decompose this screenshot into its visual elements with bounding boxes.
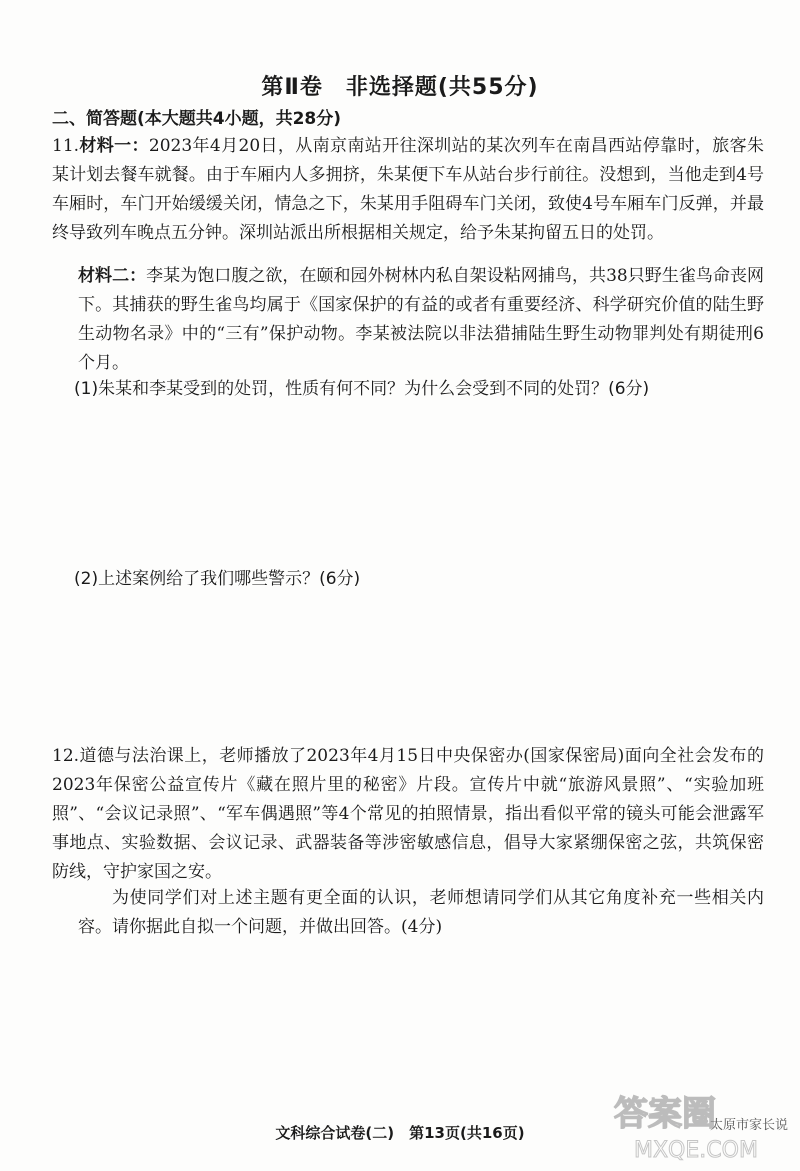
material-1-text: 2023年4月20日，从南京南站开往深圳站的某次列车在南昌西站停靠时，旅客朱某计划去餐车就餐。由于车厢内人多拥挤，朱某便下车从站台步行前往。没想到，当他走到4号车厢时，车门开始缓缓关闭，情急之下，朱某用手阻碍车门关闭，致使4号车厢车门反弹，并最终导致列车晚点五分钟。深圳站派出所根据相关规定，给予朱某拘留五日的处罚。 — [52, 136, 764, 243]
question-11-number: 11. — [52, 136, 80, 156]
question-11-sub-1: (1)朱某和李某受到的处罚，性质有何不同？为什么会受到不同的处罚？(6分) — [74, 379, 650, 399]
section-heading: 二、简答题(本大题共4小题，共28分) — [52, 109, 342, 129]
question-12 — [52, 742, 764, 887]
material-1-label: 材料一： — [79, 136, 149, 156]
question-11 — [52, 132, 764, 248]
question-12-number: 12. — [52, 746, 80, 766]
watermark-url-text: MXQE.COM — [634, 1138, 758, 1163]
watermark-main-text: 答案圈 — [614, 1094, 716, 1134]
question-11-sub-2: (2)上述案例给了我们哪些警示？(6分) — [74, 569, 361, 589]
question-12-text: 道德与法治课上，老师播放了2023年4月15日中央保密办(国家保密局)面向全社会发布的2023年保密公益宣传片《藏在照片里的秘密》片段。宣传片中就“旅游风景照”、“实验加班照”、“会议记录照”、“军车偶遇照”等4个常见的拍照情景，指出看似平常的镜头可能会泄露军事地点、实验数据、会议记录、武器装备等涉密敏感信息，倡导大家紧绷保密之弦，共筑保密防线，守护家国之安。 — [52, 746, 764, 882]
paper-part-title: 第Ⅱ卷 非选择题(共55分) — [261, 75, 539, 100]
question-11-material-2 — [78, 262, 764, 378]
page-footer: 文科综合试卷(二) 第13页(共16页) — [275, 1124, 525, 1142]
material-2-label: 材料二： — [78, 266, 147, 286]
question-12-prompt: 为使同学们对上述主题有更全面的认识，老师想请同学们从其它角度补充一些相关内容。请你据此自拟一个问题，并做出回答。(4分) — [78, 888, 764, 937]
material-2-text: 李某为饱口腹之欲，在颐和园外树林内私自架设粘网捕鸟，共38只野生雀鸟命丧网下。其捕获的野生雀鸟均属于《国家保护的有益的或者有重要经济、科学研究价值的陆生野生动物名录》中的“三有”保护动物。李某被法院以非法猎捕陆生野生动物罪判处有期徒刑6个月。 — [78, 266, 764, 373]
watermark-caption: 太原市家长说 — [709, 1118, 788, 1133]
